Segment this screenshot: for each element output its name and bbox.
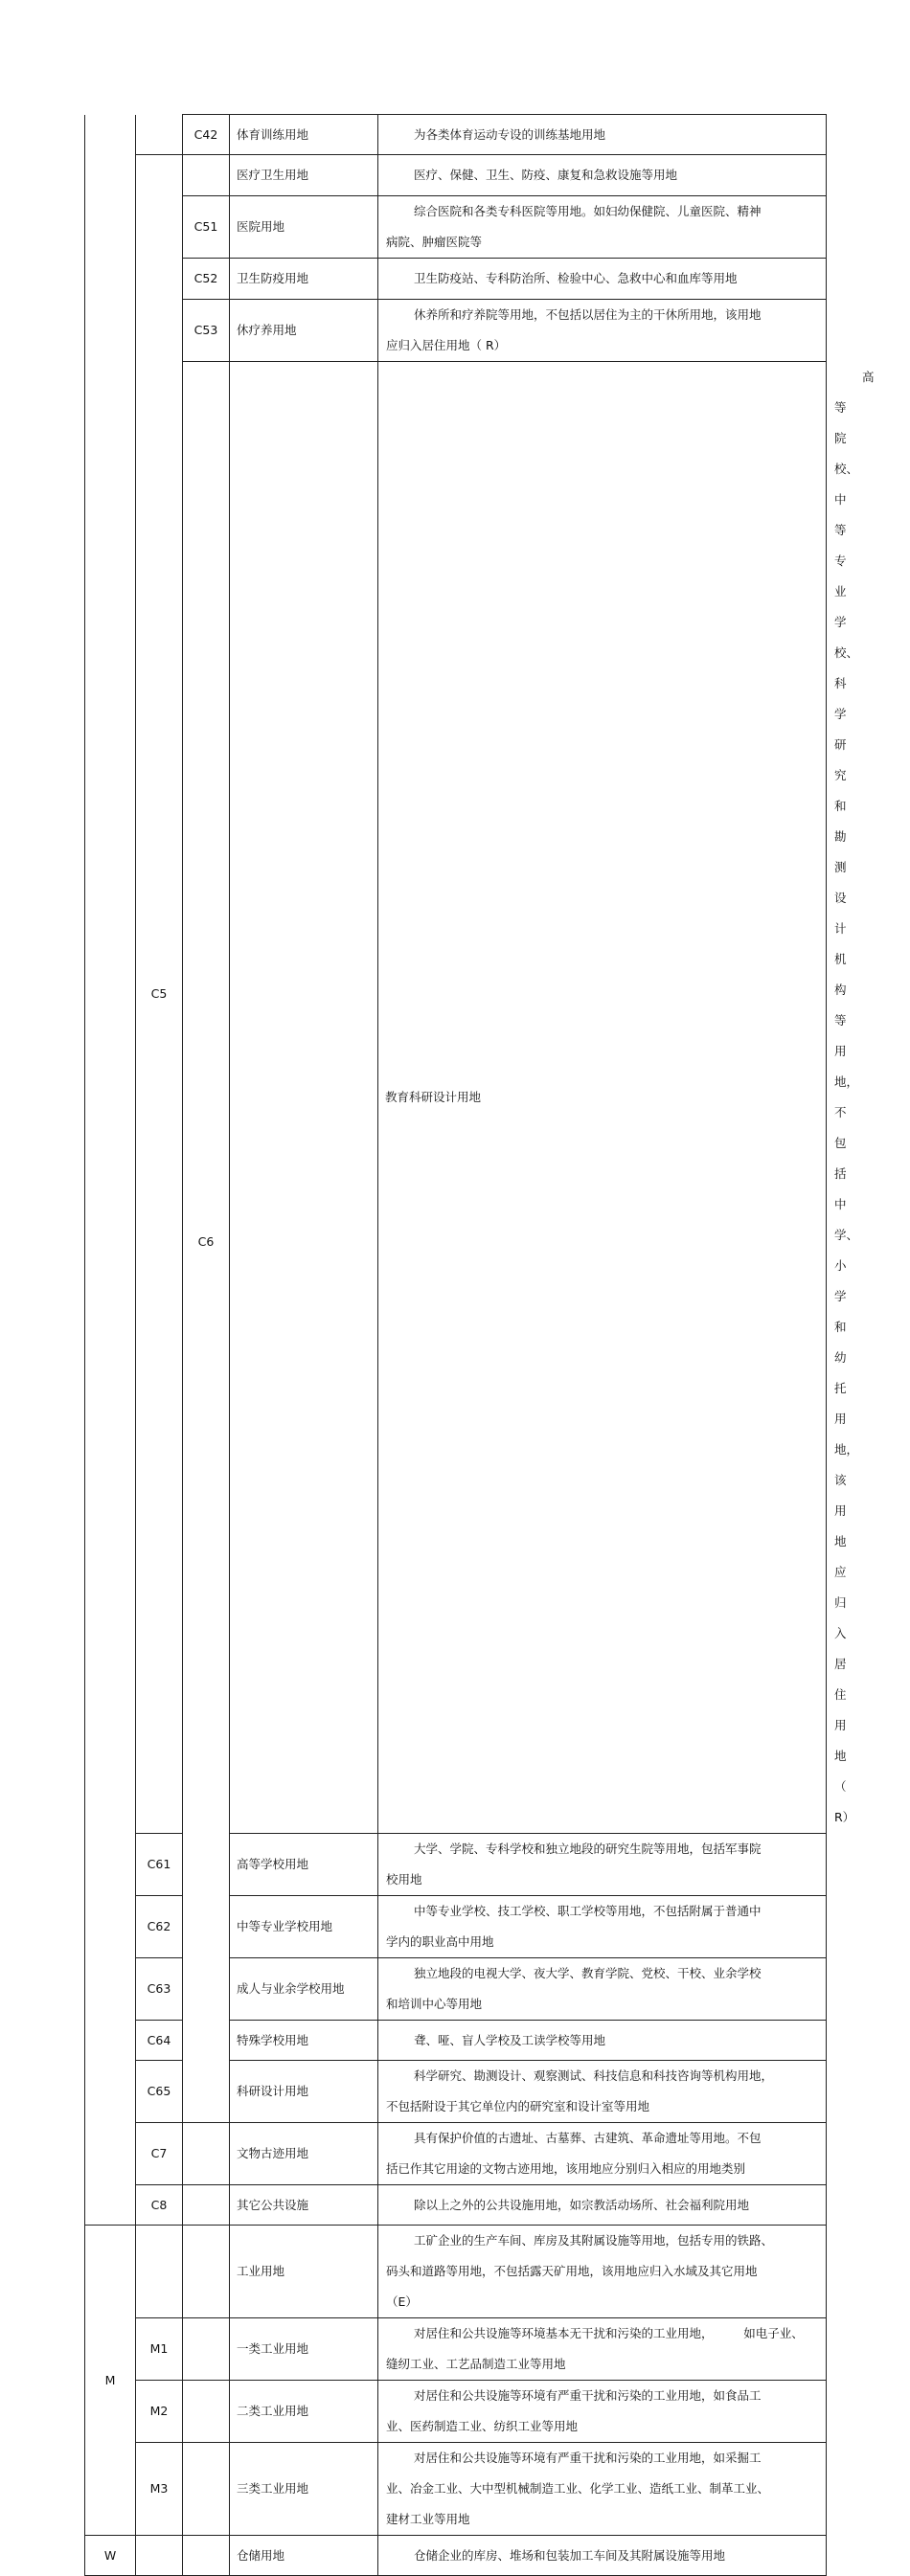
land-use-name-cell: 高等学校用地 [230,1834,378,1896]
land-use-name-cell: 休疗养用地 [230,300,378,362]
mid-code-cell: C6 [183,362,230,2123]
table-row [85,2185,827,2226]
major-code-cell: W [85,2536,136,2576]
description-text: 仓储企业的库房、堆场和包装加工车间及其附属设施等用地 [414,2547,726,2563]
table-row [85,2443,827,2536]
sub-code-cell: C53 [183,300,230,362]
description-text: 大学、学院、专科学校和独立地段的研究生院等用地，包括军事院 校用地 [386,1842,762,1887]
table-row [85,115,827,155]
description-text: 休养所和疗养院等用地，不包括以居住为主的干休所用地，该用地 应归入居住用地（ R） [386,307,762,352]
land-use-name-cell: 仓储用地 [230,2536,378,2576]
description-text: 科学研究、勘测设计、观察测试、科技信息和科技咨询等机构用地， 不包括附设于其它单位内的研究室和设计室等用地 [386,2068,774,2113]
description-cell [378,115,827,155]
description-text: 具有保护价值的古遗址、古墓葬、古建筑、革命遗址等用地。不包 括已作其它用途的文物古迹用地，该用地应分别归入相应的用地类别 [386,2131,762,2176]
mid-code-cell: C7 [136,2123,183,2185]
description-cell [378,155,827,196]
description-text: 医疗、保健、卫生、防疫、康复和急救设施等用地 [414,168,678,182]
table-row [85,2381,827,2443]
sub-code-cell [183,2381,230,2443]
land-use-name-cell: 特殊学校用地 [230,2021,378,2061]
sub-code-cell [183,2185,230,2226]
description-text: 除以上之外的公共设施用地，如宗教活动场所、社会福利院用地 [414,2197,750,2212]
sub-code-cell [183,2443,230,2536]
sub-code-cell [183,2123,230,2185]
mid-code-cell [136,2226,183,2318]
description-cell [378,2123,827,2185]
description-text: 为各类体育运动专设的训练基地用地 [414,126,606,142]
table-row: C6 教育科研设计用地 高等院校、中等专业学校、科学研究和勘测设计机构等用地，不包 括中学、小学和幼托用地，该用地应归入居住用地（ R） [85,362,827,1834]
sub-code-cell: C65 [136,2061,183,2123]
land-use-classification-table [84,114,875,2576]
description-cell [378,1958,827,2021]
table-row [85,259,827,300]
sub-code-cell: C64 [136,2021,183,2061]
land-use-name-cell: 医院用地 [230,196,378,259]
description-cell [378,1896,827,1958]
mid-code-cell: M1 [136,2318,183,2381]
land-use-name-cell: 医疗卫生用地 [230,155,378,196]
land-use-name-cell: 三类工业用地 [230,2443,378,2536]
sub-code-cell: C42 [183,115,230,155]
sub-code-cell: C51 [183,196,230,259]
sub-code-cell: C61 [136,1834,183,1896]
description-text: 聋、哑、盲人学校及工读学校等用地 [414,2032,606,2047]
table-row [85,155,827,196]
sub-code-cell: C62 [136,1896,183,1958]
land-use-name-cell: 其它公共设施 [230,2185,378,2226]
sub-code-cell [230,362,378,1834]
mid-code-cell: C8 [136,2185,183,2226]
description-text: 综合医院和各类专科医院等用地。如妇幼保健院、儿童医院、精神 病院、肿瘤医院等 [386,204,762,249]
major-code-cell: M [85,2226,136,2536]
sub-code-cell [183,155,230,196]
description-cell [378,1834,827,1896]
table-row [85,300,827,362]
land-use-name-cell: 成人与业余学校用地 [230,1958,378,2021]
land-use-name-cell: 文物古迹用地 [230,2123,378,2185]
table-row [85,2226,827,2318]
description-text: 卫生防疫站、专科防治所、检验中心、急救中心和血库等用地 [414,271,738,285]
description-cell [378,2185,827,2226]
land-use-name-cell: 卫生防疫用地 [230,259,378,300]
sub-code-cell: C52 [183,259,230,300]
mid-code-cell: M3 [136,2443,183,2536]
table-row [85,2536,827,2576]
mid-code-cell: M2 [136,2381,183,2443]
sub-code-cell [183,2318,230,2381]
mid-code-cell [136,115,183,155]
description-text: 独立地段的电视大学、夜大学、教育学院、党校、干校、业余学校 和培训中心等用地 [386,1966,762,2011]
description-cell [378,300,827,362]
description-cell [378,2443,827,2536]
land-use-name-cell: 工业用地 [230,2226,378,2318]
table-row [85,2318,827,2381]
description-text: 对居住和公共设施等环境有严重干扰和污染的工业用地，如采掘工 业、冶金工业、大中型机械制造工业、化学工业、造纸工业、制革工业、 建材工业等用地 [386,2451,770,2526]
description-cell [378,2381,827,2443]
description-text: 对居住和公共设施等环境基本无干扰和污染的工业用地， 如电子业、 缝纫工业、工艺品制造工业等用地 [386,2326,804,2371]
land-use-name-cell: 教育科研设计用地 [378,362,827,1834]
description-cell [378,2021,827,2061]
sub-code-cell [183,2536,230,2576]
table-row [85,196,827,259]
sub-code-cell [183,2226,230,2318]
sub-code-cell: C63 [136,1958,183,2021]
description-cell [378,259,827,300]
description-text: 中等专业学校、技工学校、职工学校等用地，不包括附属于普通中 学内的职业高中用地 [386,1904,762,1949]
description-cell [378,2226,827,2318]
description-cell [378,2318,827,2381]
land-use-name-cell: 一类工业用地 [230,2318,378,2381]
land-use-name-cell: 中等专业学校用地 [230,1896,378,1958]
description-cell [378,2536,827,2576]
land-use-name-cell: 科研设计用地 [230,2061,378,2123]
description-cell [378,196,827,259]
mid-code-cell: C5 [136,155,183,1834]
land-use-name-cell: 体育训练用地 [230,115,378,155]
description-text: 对居住和公共设施等环境有严重干扰和污染的工业用地，如食品工 业、医药制造工业、纺织工业等用地 [386,2388,762,2433]
table-row [85,2123,827,2185]
description-text: 工矿企业的生产车间、库房及其附属设施等用地，包括专用的铁路、 码头和道路等用地，不包括露天矿用地，该用地应归入水域及其它用地 （E） [386,2233,774,2309]
mid-code-cell [136,2536,183,2576]
land-use-name-cell: 二类工业用地 [230,2381,378,2443]
description-cell [378,2061,827,2123]
major-code-cell [85,115,136,2226]
